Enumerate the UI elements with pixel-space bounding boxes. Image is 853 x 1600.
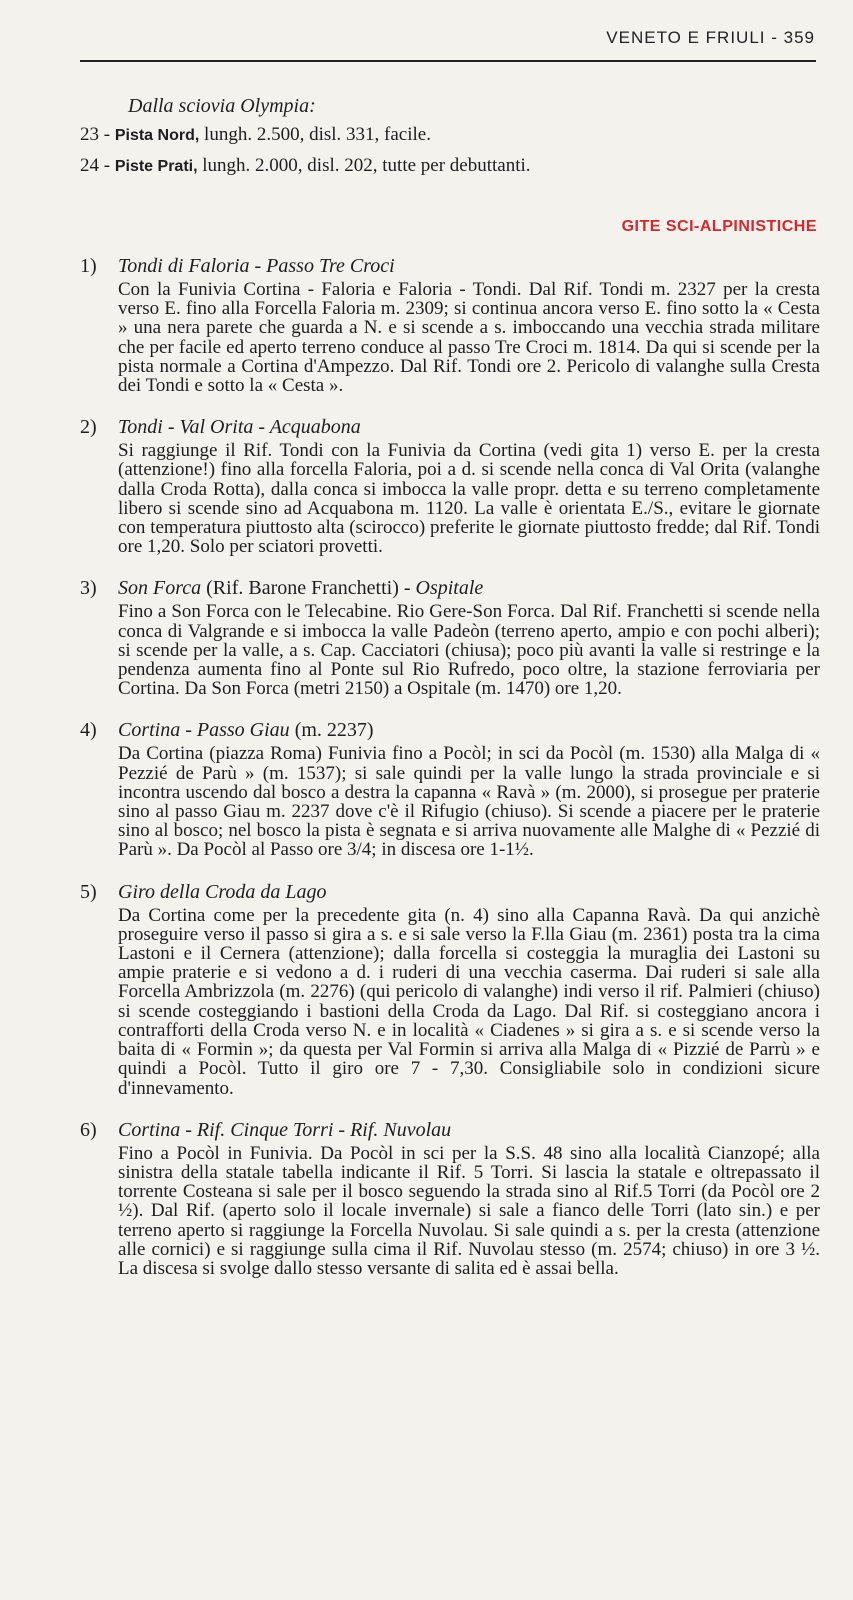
gita-heading <box>80 1116 820 1144</box>
gita-number: 4) <box>80 719 97 742</box>
gita-description: Da Cortina come per la precedente gita (n. 4) sino alla Capanna Ravà. Da qui anzichè proseguire verso il passo si gira a s. e si sale verso la F.lla Giau (m. 2361) posta tra la cima Lastoni e il Cernera (attenzione); dalla forcella si costeggia la muraglia dei Lastoni su ampie praterie e si vedono a d. i ruderi di una vecchia caserma. Dai ruderi si sale alla Forcella Ambrizzola (m. 2276) (qui pericolo di valanghe) indi verso il rif. Palmieri (chiuso) si scende costeggiando i bastioni della Croda da Lago. Dal Rif. si costeggiano ancora i contrafforti della Croda verso N. e in località « Ciadenes » si gira a s. e si scende verso la baita di « Formin »; da questa per Val Formin si arriva alla Malga di « Pizzié de Parrù » e quindi a Pocòl. Tutto il giro ore 7 - 7,30. Consigliabile solo in condizioni sicure d'innevamento. <box>118 904 820 1099</box>
piste-details: lungh. 2.000, disl. 202, tutte per debuttanti. <box>197 155 531 176</box>
gita-number: 5) <box>80 880 97 903</box>
gita-number: 6) <box>80 1118 97 1141</box>
gita-number: 2) <box>80 416 97 439</box>
section-title: GITE SCI-ALPINISTICHE <box>621 218 817 235</box>
piste-line-23 <box>80 120 816 151</box>
gita-heading <box>80 413 820 441</box>
gita-heading <box>80 878 820 906</box>
intro-subhead: Dalla sciovia Olympia: <box>128 95 316 117</box>
gita-item <box>80 878 820 1098</box>
gita-description: Con la Funivia Cortina - Faloria e Faloria - Tondi. Dal Rif. Tondi m. 2327 per la cresta verso E. fino alla Forcella Faloria m. 2309; si continua ancora verso E. fino sotto la « Cesta » una nera parete che guarda a N. e si scende a s. imboccando una vecchia strada militare che per facile ed aperto terreno conduce al passo Tre Croci m. 1814. Da qui si scende per la pista normale a Cortina d'Ampezzo. Dal Rif. Tondi ore 2. Pericolo di valanghe sulla Cresta dei Tondi e sotto la « Cesta ». <box>118 279 820 397</box>
gita-title: Cortina - Rif. Cinque Torri - Rif. Nuvolau <box>118 1118 452 1141</box>
gita-number: 3) <box>80 577 97 600</box>
gita-title: Giro della Croda da Lago <box>118 880 327 903</box>
gita-description: Da Cortina (piazza Roma) Funivia fino a Pocòl; in sci da Pocòl (m. 1530) alla Malga di « Pezzié de Parù » (m. 1537); si sale quindi per la valle lungo la strada provinciale e si incontra uscendo dal bosco a destra la capanna « Ravà » (m. 2000), si prosegue per praterie sino al passo Giau m. 2237 dove c'è il Rifugio (chiuso). Si scende a piacere per le praterie sino al bosco; nel bosco la pista è segnata e si arriva nuovamente alle Malghe di « Pezzié di Parù ». Da Pocòl al Passo ore 3/4; in discesa ore 1-1½. <box>118 743 820 861</box>
piste-line-24 <box>80 151 816 182</box>
gita-title: Cortina - Passo Giau (m. 2237) <box>118 719 374 742</box>
running-head: VENETO E FRIULI - 359 <box>606 28 815 47</box>
gita-heading <box>80 252 820 280</box>
gita-description: Fino a Pocòl in Funivia. Da Pocòl in sci per la S.S. 48 sino alla località Cianzopé; alla sinistra della statale tabella indicante il Rif. 5 Torri. Si lascia la statale e oltrepassato il torrente Costeana si sale per il bosco seguendo la strada sino al Rif.5 Torri (da Pocòl ore 2 ½). Dal Rif. (aperto solo il locale invernale) si sale a fianco delle Torri (lato sin.) e per terreno aperto si raggiunge la Forcella Nuvolau. Si sale quindi a s. per la cresta (attenzione alle cornici) e si raggiunge sulla cima il Rif. Nuvolau stesso (m. 2574; chiuso) in ore 3 ½. La discesa si svolge dallo stesso versante di salita ed è assai bella. <box>118 1142 820 1279</box>
piste-name: Piste Prati, <box>114 158 198 175</box>
piste-number: 24 - <box>80 155 115 176</box>
gita-item <box>80 413 820 556</box>
gita-item <box>80 716 820 859</box>
gita-title: Son Forca (Rif. Barone Franchetti) - Ospitale <box>118 577 484 600</box>
gita-description: Si raggiunge il Rif. Tondi con la Funivia da Cortina (vedi gita 1) verso E. per la cresta (attenzione!) fino alla forcella Faloria, poi a d. si scende nella conca di Val Orita (valanghe dalla Croda Rotta), dalla conca si imbocca la valle propr. detta e su terreno completamente libero si scende sino ad Acquabona m. 1120. La valle è orientata E./S., evitare le giornate con temperatura piuttosto alta (scirocco) preferite le giornate piuttosto fredde; dal Rif. Tondi ore 1,20. Solo per sciatori provetti. <box>118 440 820 558</box>
header-rule <box>80 60 816 62</box>
gita-title: Tondi di Faloria - Passo Tre Croci <box>118 255 395 277</box>
gita-item <box>80 574 820 698</box>
pistes-intro <box>80 92 816 182</box>
gita-title: Tondi - Val Orita - Acquabona <box>118 416 361 439</box>
gita-number: 1) <box>80 255 97 277</box>
piste-number: 23 - <box>80 124 115 145</box>
gita-description: Fino a Son Forca con le Telecabine. Rio Gere-Son Forca. Dal Rif. Franchetti si scende nella conca di Valgrande e si imbocca la valle Padeòn (terreno aperto, ampio e con pochi alberi); si scende per la valle, a s. Cap. Cacciatori (chiusa); poco più avanti la valle si restringe e la pendenza aumenta fino al Ponte sul Rio Rufredo, poco oltre, la stazione ferroviaria per Cortina. Da Son Forca (metri 2150) a Ospitale (m. 1470) ore 1,20. <box>118 601 820 700</box>
gita-heading <box>80 574 820 602</box>
gite-list <box>80 252 820 1296</box>
piste-name: Pista Nord, <box>114 127 200 144</box>
gita-heading <box>80 716 820 744</box>
gita-item <box>80 1116 820 1278</box>
gita-item <box>80 252 820 395</box>
piste-details: lungh. 2.500, disl. 331, facile. <box>199 124 431 145</box>
